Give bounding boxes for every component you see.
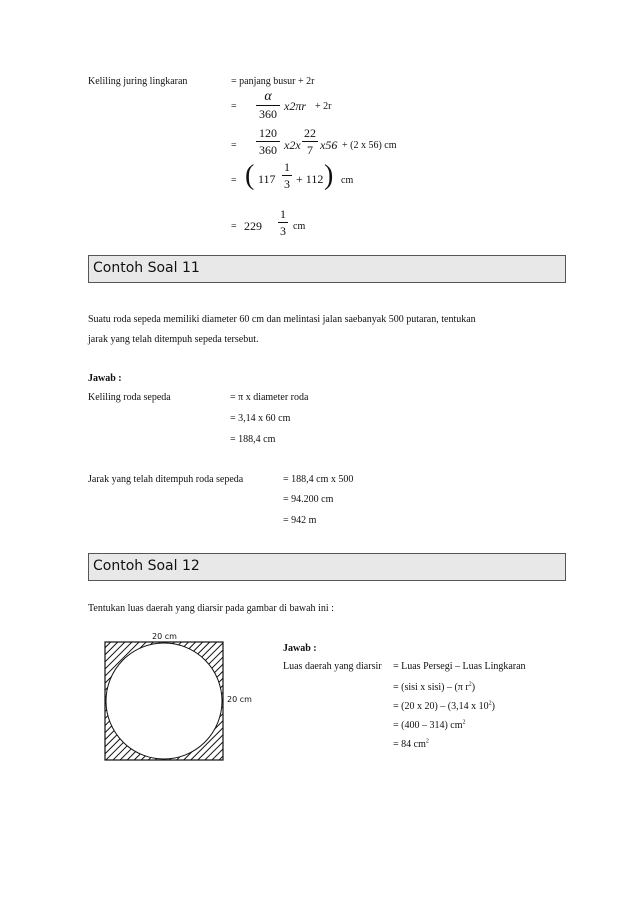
keliling-step-3: = 188,4 cm [230,434,276,445]
fraction-bar [256,141,280,142]
fraction-numerator: 1 [284,160,290,174]
luas-step-2-close: ) [471,682,476,693]
luas-step-2-main: = (sisi x sisi) – (π r [393,682,469,693]
cm-text-5: cm [293,221,306,232]
fraction-numerator: α [264,89,272,104]
contoh-soal-12-heading [88,553,566,581]
keliling-juring-line1: = panjang busur + 2r [231,76,315,87]
keliling-step-1: = π x diameter roda [230,392,309,403]
jarak-step-3: = 942 m [283,515,317,526]
plus-2x56-text: + (2 x 56) cm [342,140,397,151]
x2pir-text: x2πr [284,99,307,113]
eq-sign-2: = [231,101,237,112]
jawab-11-label: Jawab : [88,373,122,384]
fraction-alpha-360 [256,90,280,121]
fraction-1-3 [282,160,292,191]
question-11-line1: Suatu roda sepeda memiliki diameter 60 cm dan melintasi jalan saebanyak 500 putaran, tentukan [88,314,476,325]
left-paren: ( [245,160,255,191]
luas-step-1: = Luas Persegi – Luas Lingkaran [393,661,526,672]
fraction-bar [302,141,318,142]
jarak-step-2: = 94.200 cm [283,494,334,505]
plus-112-text: + 112 [296,172,324,186]
luas-step-4-main: = (400 – 314) cm [393,720,463,731]
x2x-text: x2x [284,138,301,152]
fraction-denominator: 360 [259,143,277,157]
superscript-2: 2 [468,681,472,688]
luas-step-4 [393,720,466,732]
x56-text: x56 [320,138,338,152]
fraction-1-3-b [278,207,288,238]
fraction-bar [256,105,280,106]
fraction-bar [282,175,292,176]
circle-shape [106,643,222,759]
fraction-numerator: 1 [280,207,286,221]
question-12: Tentukan luas daerah yang diarsir pada gambar di bawah ini : [88,603,334,614]
fraction-bar [278,222,288,223]
luas-step-3-close: ) [491,701,495,712]
n117-text: 117 [258,172,276,186]
plus-2r-text: + 2r [315,101,332,112]
superscript-2: 2 [425,738,429,745]
fraction-denominator: 3 [284,177,290,191]
top-dimension-label: 20 cm [152,632,177,641]
keliling-step-2: = 3,14 x 60 cm [230,413,291,424]
fraction-denominator: 360 [259,107,277,121]
n229-text: 229 [244,219,262,233]
right-paren: ) [324,160,334,191]
luas-step-2 [393,682,475,694]
fraction-numerator: 120 [259,126,277,140]
fraction-120-360 [256,126,280,157]
question-11-line2: jarak yang telah ditempuh sepeda tersebut. [88,334,259,345]
luas-step-5 [393,739,429,751]
eq-sign-4: = [231,175,237,186]
cm-text-4: cm [341,175,354,186]
side-dimension-label: 20 cm [227,695,252,704]
contoh-soal-11-heading [88,255,566,283]
superscript-2: 2 [488,700,492,707]
fraction-denominator: 3 [280,224,286,238]
luas-step-3-main: = (20 x 20) – (3,14 x 10 [393,701,489,712]
heading-title: Contoh Soal 11 [93,260,200,276]
superscript-2: 2 [462,719,466,726]
fraction-denominator: 7 [307,143,313,157]
keliling-roda-label: Keliling roda sepeda [88,392,171,403]
keliling-juring-label: Keliling juring lingkaran [88,76,188,87]
jarak-step-1: = 188,4 cm x 500 [283,474,354,485]
luas-step-3 [393,701,495,713]
fraction-numerator: 22 [304,126,316,140]
hatched-square-circle-figure [104,641,224,761]
heading-title: Contoh Soal 12 [93,558,200,574]
eq-sign-5: = [231,221,237,232]
luas-label: Luas daerah yang diarsir [283,661,382,672]
luas-step-5-main: = 84 cm [393,739,426,750]
fraction-22-7 [302,126,318,157]
jarak-label: Jarak yang telah ditempuh roda sepeda [88,474,244,485]
jawab-12-label: Jawab : [283,643,317,654]
eq-sign-3: = [231,140,237,151]
